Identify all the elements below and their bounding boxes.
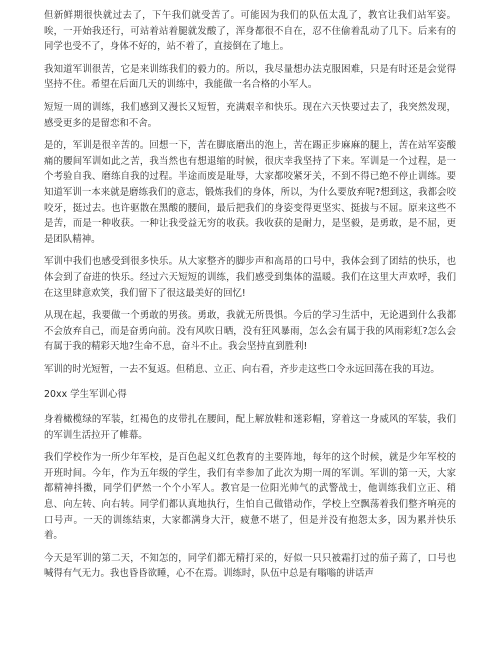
paragraph-8: 身着橄榄绿的军装，红褐色的皮带扎在腰间，配上解放鞋和迷彩帽，穿着这一身威风的军装，我们的军训生活拉开了帷幕。 xyxy=(44,414,456,441)
paragraph-1: 但新鲜期很快就过去了，下午我们就受苦了。可能因为我们的队伍太乱了，教官让我们站军姿。唉，一开始我还行，可站着站着腿就发酸了，浑身都很不自在，忍不住偷着乱动了几下。后来有的同学也受不了，身体不好的，站不着了，直接倒在了地上。 xyxy=(44,10,456,53)
paragraph-10: 今天是军训的第二天，不知怎的，同学们都无精打采的，好似一只只被霜打过的茄子蔫了，口号也喊得有气无力。我也昏昏欲睡，心不在焉。训练时，队伍中总是有嗡嗡的讲话声 xyxy=(44,552,456,580)
paragraph-7: 军训的时光短暂，一去不复返。但稍息、立正、向右看，齐步走这些口令永远回荡在我的耳边。 xyxy=(44,363,440,375)
paragraph-5: 军训中我们也感受到很多快乐。从大家整齐的脚步声和高昂的口号中，我体会到了团结的快乐，也体会到了奋进的快乐。经过六天短短的训练，我们感受到集体的温暖。我们在这里大声欢呼，我们在这里肆意欢笑，我们留下了很这最美好的回忆! xyxy=(44,256,456,299)
paragraph-2: 我知道军训很苦，它是来训练我们的毅力的。所以，我尽量想办法克服困难，只是有时还是会觉得坚持不住。希望在后面几天的训练中，我能做一名合格的小军人。 xyxy=(44,63,456,91)
paragraph-9: 我们学校作为一所少年军校，是百色起义红色教育的主要阵地，每年的这个时候，就是少年军校的开班时间。今年，作为五年级的学生，我们有幸参加了此次为期一周的军训。军训的第一天，大家都精神抖擞，同学们俨然一个个小军人。教官是一位阳光帅气的武警战士，他训练我们立正、稍息、向左转、向右转。同学们都认真地执行，生怕自己做错动作，学校上空飘荡着我们整齐响亮的口号声。一天的训练结束，大家都满身大汗，疲惫不堪了，但是并没有抱怨太多，因为累并快乐着。 xyxy=(44,452,456,542)
paragraph-6: 从现在起，我要做一个勇敢的男孩。勇敢，我就无所畏惧。今后的学习生活中，无论遇到什么我都不会放弃自己，而是奋勇向前。没有风吹日晒，没有狂风暴雨，怎么会有属于我的风雨彩虹?怎么会有属于我的精彩天地?生命不息，奋斗不止。我会坚持直到胜利! xyxy=(44,310,456,353)
section-title: 20xx 学生军训心得 xyxy=(44,389,127,401)
paragraph-3: 短短一周的训练，我们感到又漫长又短暂，充满艰辛和快乐。现在六天快要过去了，我突然发现，感受更多的是留恋和不舍。 xyxy=(44,101,456,129)
paragraph-4: 是的，军训是很辛苦的。回想一下，苦在脚底磨出的泡上，苦在踢正步麻麻的腿上，苦在站军姿酸痛的腰间军训如此之苦，我当然也有想退缩的时候，很庆幸我坚持了下来。军训是一个过程，是一个考验自我、磨练自我的过程。半途而废是耻辱，大家都咬紧牙关，不到不得已绝不停止训练。要知道军训一本来就是磨练我们的意志，锻炼我们的身体，所以，为什么要放弃呢?想到这，我都会咬咬牙，挺过去。也许驱散在黑酸的腰间，最后把我们的身姿变得更坚实、挺拔与不屈。原来这些不是苦，而是一种收获。一种让我受益无穷的收获。我收获的是耐力，是坚毅，是勇敢，是不屈，更是团队精神。 xyxy=(44,140,456,245)
